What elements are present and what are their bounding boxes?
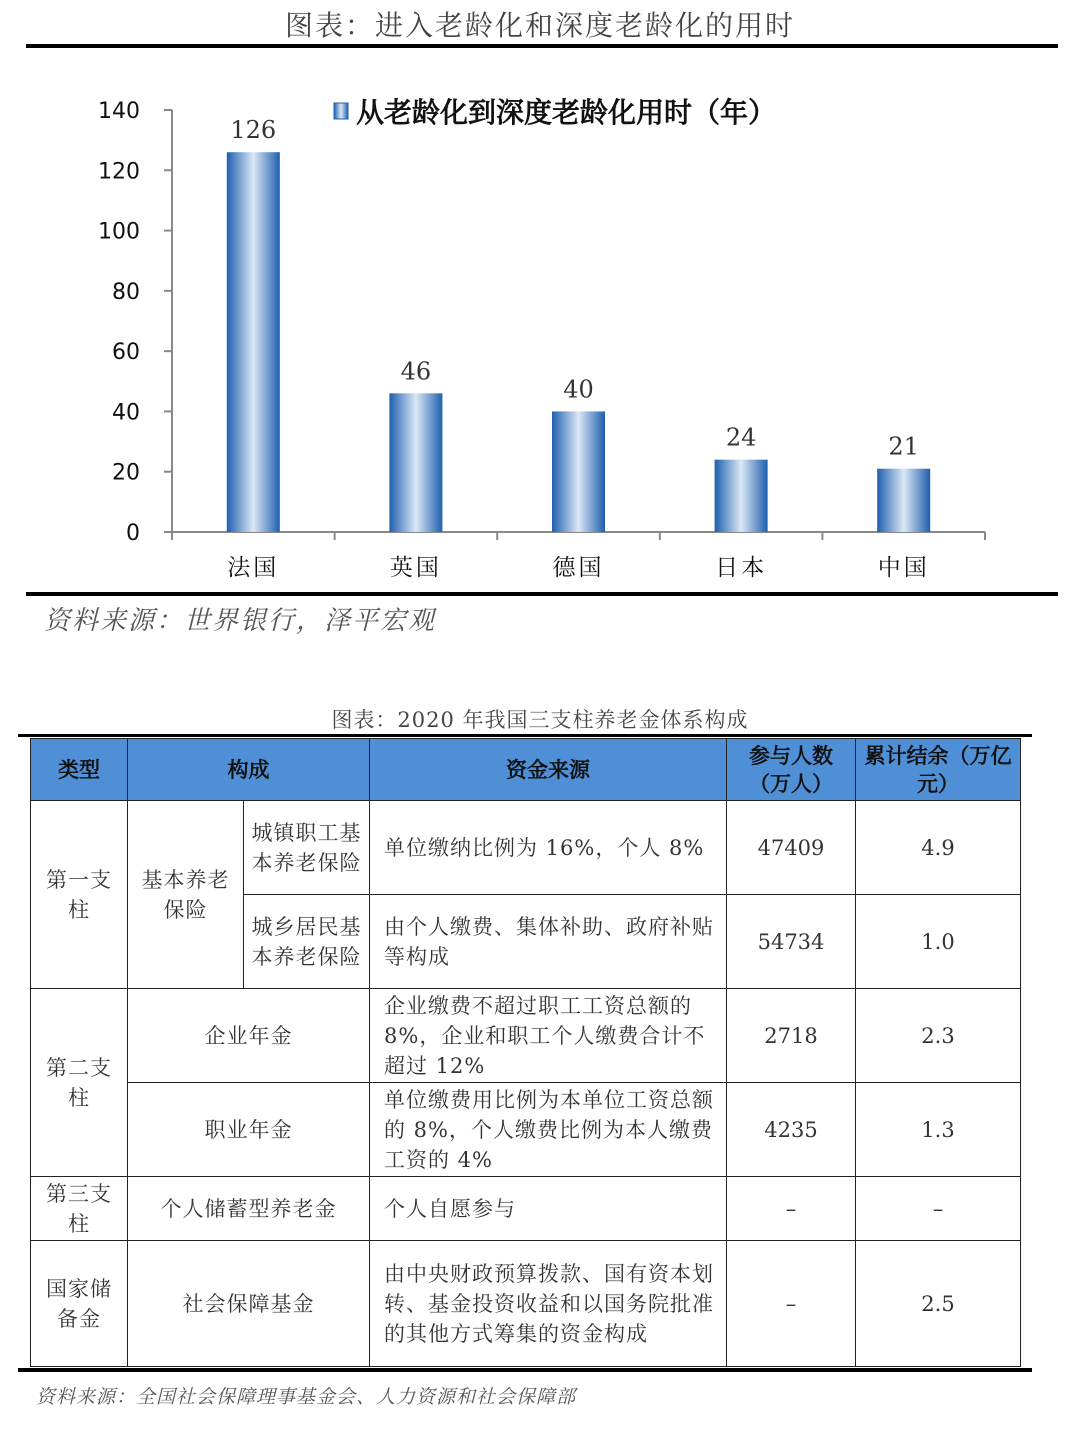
table-row [31,1241,1021,1367]
x-tick-label: 德国 [552,555,605,581]
x-tick-label: 法国 [227,555,280,581]
y-tick-label: 60 [112,340,140,366]
row-3-balance: 2.3 [856,989,1021,1083]
row-4-balance: 1.3 [856,1083,1021,1177]
bar-value-label: 40 [563,375,594,404]
bar-value-label: 126 [230,116,277,145]
row-5-funding: 个人自愿参与 [370,1177,727,1241]
row-1-balance: 4.9 [856,801,1021,895]
row-6-type: 国家储备金 [31,1241,128,1367]
row-2-sub: 城乡居民基本养老保险 [244,895,370,989]
table-row [31,801,1021,895]
y-tick-label: 140 [98,99,140,124]
header-type: 类型 [31,739,128,801]
header-participants: 参与人数（万人） [727,739,856,801]
header-balance: 累计结余（万亿元） [856,739,1021,801]
chart-legend [334,96,776,129]
pension-system-table [30,738,1021,1367]
figure1-top-rule [26,44,1058,48]
x-tick-label: 英国 [389,555,442,581]
legend-label: 从老龄化到深度老龄化用时（年） [356,96,777,129]
x-tick-label: 日本 [715,555,768,581]
row-1-sub: 城镇职工基本养老保险 [244,801,370,895]
header-funding: 资金来源 [370,739,727,801]
bar-4 [715,460,768,532]
row-5-participants: – [727,1177,856,1241]
header-composition: 构成 [128,739,370,801]
row-4-participants: 4235 [727,1083,856,1177]
row-3-funding: 企业缴费不超过职工工资总额的 8%，企业和职工个人缴费合计不超过 12% [370,989,727,1083]
table-bottom-rule [18,1368,1032,1372]
bar-value-label: 24 [725,423,757,452]
table-header-row [31,739,1021,801]
legend-swatch [334,103,348,119]
y-tick-label: 100 [98,219,140,245]
pillar-1-category: 基本养老保险 [128,801,244,989]
row-4-composition: 职业年金 [128,1083,370,1177]
row-2-funding: 由个人缴费、集体补助、政府补贴等构成 [370,895,727,989]
y-tick-label: 20 [112,460,140,486]
row-3-composition: 企业年金 [128,989,370,1083]
pillar-1-type: 第一支柱 [31,801,128,989]
bar-5 [877,469,930,532]
row-4-funding: 单位缴费用比例为本单位工资总额的 8%，个人缴费比例为本人缴费工资的 4% [370,1083,727,1177]
pillar-2-type: 第二支柱 [31,989,128,1177]
table-row [31,1083,1021,1177]
figure1-bottom-rule [26,592,1058,596]
figure2-source: 资料来源：全国社会保障理事基金会、人力资源和社会保障部 [36,1386,577,1408]
row-5-balance: – [856,1177,1021,1241]
bar-value-label: 46 [400,357,432,386]
figure1-title: 图表：进入老龄化和深度老龄化的用时 [284,9,795,42]
row-6-funding: 由中央财政预算拨款、国有资本划转、基金投资收益和以国务院批准的其他方式筹集的资金构成 [370,1241,727,1367]
table-top-rule [18,734,1032,737]
table-row [31,1177,1021,1241]
row-2-participants: 54734 [727,895,856,989]
bar-2 [389,393,442,532]
row-6-balance: 2.5 [856,1241,1021,1367]
row-3-participants: 2718 [727,989,856,1083]
table-row [31,989,1021,1083]
row-5-type: 第三支柱 [31,1177,128,1241]
row-6-participants: – [727,1241,856,1367]
row-5-composition: 个人储蓄型养老金 [128,1177,370,1241]
bar-1 [227,152,280,532]
bar-3 [552,411,605,532]
y-tick-label: 80 [112,279,140,305]
bar-chart [0,50,1080,595]
y-tick-label: 120 [98,159,140,185]
bar-value-label: 21 [888,432,919,461]
figure1-source: 资料来源：世界银行，泽平宏观 [44,606,437,636]
row-1-funding: 单位缴纳比例为 16%，个人 8% [370,801,727,895]
y-tick-label: 0 [126,521,140,546]
y-tick-label: 40 [112,400,140,426]
row-6-composition: 社会保障基金 [128,1241,370,1367]
x-tick-label: 中国 [877,555,930,581]
row-2-balance: 1.0 [856,895,1021,989]
row-1-participants: 47409 [727,801,856,895]
figure2-title: 图表：2020 年我国三支柱养老金体系构成 [331,708,749,732]
